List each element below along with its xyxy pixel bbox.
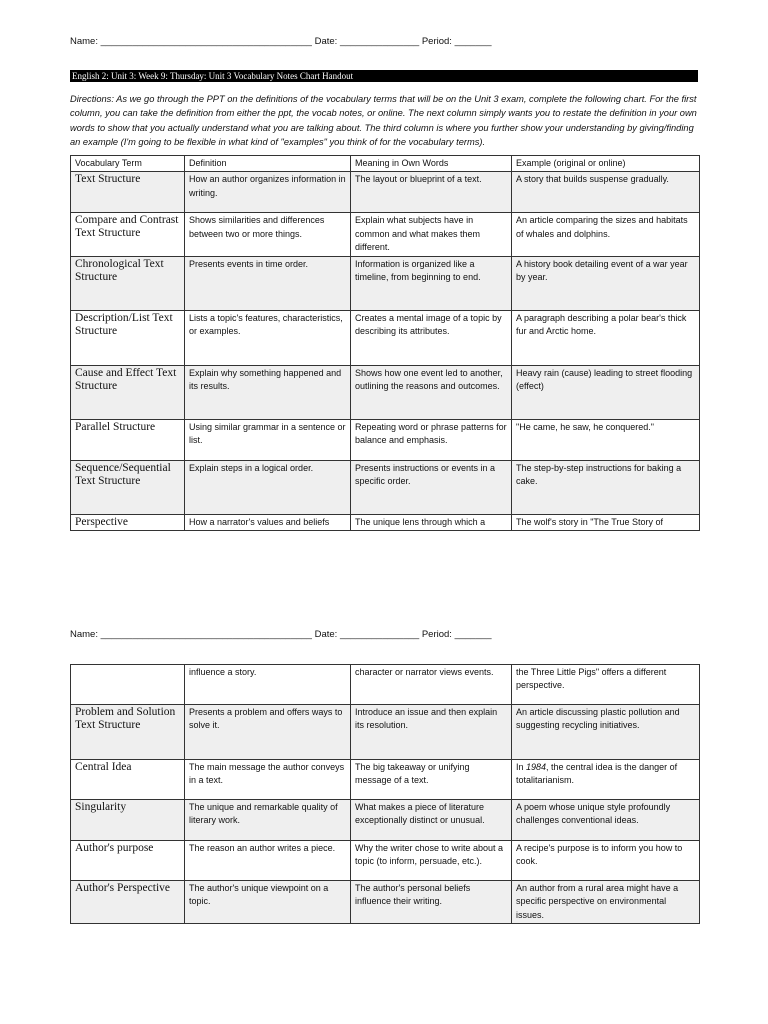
example-cell: A story that builds suspense gradually. [512, 172, 700, 213]
table-row [71, 800, 700, 841]
meaning-cell: Shows how one event led to another, outlining the reasons and outcomes. [351, 365, 512, 419]
example-cell: The step-by-step instructions for baking a cake. [512, 460, 700, 514]
book-title: 1984 [526, 762, 547, 772]
table-row [71, 665, 700, 705]
header-meaning: Meaning in Own Words [351, 156, 512, 172]
table-row [71, 419, 700, 460]
meaning-cell: Why the writer chose to write about a topic (to inform, persuade, etc.). [351, 841, 512, 881]
header-vocabulary-term: Vocabulary Term [71, 156, 185, 172]
vocab-table-page-2 [70, 664, 700, 924]
example-cell: A recipe's purpose is to inform you how to cook. [512, 841, 700, 881]
term-cell: Author's purpose [71, 841, 185, 881]
meaning-cell: The unique lens through which a [351, 514, 512, 530]
handout-title: English 2: Unit 3: Week 9: Thursday: Unit 3 Vocabulary Notes Chart Handout [70, 70, 698, 82]
table-row [71, 760, 700, 800]
meaning-cell: The author's personal beliefs influence their writing. [351, 881, 512, 924]
definition-cell: How a narrator's values and beliefs [185, 514, 351, 530]
example-prefix: In [516, 762, 527, 772]
term-cell: Singularity [71, 800, 185, 841]
example-cell: An article discussing plastic pollution and suggesting recycling initiatives. [512, 705, 700, 760]
term-cell: Sequence/Sequential Text Structure [71, 460, 185, 514]
term-cell: Author's Perspective [71, 881, 185, 924]
meaning-cell: Repeating word or phrase patterns for balance and emphasis. [351, 419, 512, 460]
table-header-row [71, 156, 700, 172]
page-2 [0, 600, 768, 1024]
definition-cell: The main message the author conveys in a text. [185, 760, 351, 800]
definition-cell: Using similar grammar in a sentence or list. [185, 419, 351, 460]
definition-cell: The reason an author writes a piece. [185, 841, 351, 881]
term-cell: Cause and Effect Text Structure [71, 365, 185, 419]
example-cell: The wolf's story in "The True Story of [512, 514, 700, 530]
table-row [71, 213, 700, 256]
term-cell: Chronological Text Structure [71, 256, 185, 310]
meaning-cell: The layout or blueprint of a text. [351, 172, 512, 213]
meaning-cell: What makes a piece of literature exceptionally distinct or unusual. [351, 800, 512, 841]
vocab-table-page-1 [70, 155, 700, 531]
term-cell: Problem and Solution Text Structure [71, 705, 185, 760]
name-date-period-line: Name: ________________________________________ Date: _______________ Period: _______ [70, 629, 492, 640]
header-example: Example (original or online) [512, 156, 700, 172]
definition-cell: Explain steps in a logical order. [185, 460, 351, 514]
name-date-period-line: Name: ________________________________________ Date: _______________ Period: _______ [70, 36, 492, 47]
example-cell: Heavy rain (cause) leading to street flooding (effect) [512, 365, 700, 419]
meaning-cell: Creates a mental image of a topic by describing its attributes. [351, 310, 512, 365]
definition-cell: Explain why something happened and its results. [185, 365, 351, 419]
example-rest: , the central idea is the danger of totalitarianism. [516, 762, 678, 786]
example-cell: "He came, he saw, he conquered." [512, 419, 700, 460]
term-cell: Description/List Text Structure [71, 310, 185, 365]
term-cell: Perspective [71, 514, 185, 530]
header-definition: Definition [185, 156, 351, 172]
table-row [71, 841, 700, 881]
example-cell: An author from a rural area might have a specific perspective on environmental issues. [512, 881, 700, 924]
directions-text: Directions: As we go through the PPT on the definitions of the vocabulary terms that will be on the Unit 3 exam, complete the following chart. For the first column, you can take the definition from either the ppt, the vocab notes, or online. The next column simply wants you to restate the definition in your own words to show that you actually understand what you are talking about. The third column is where you further show your understanding by giving/finding an example (I'm going to be flexible in what kind of "examples" you think of for the vocabulary terms). [70, 94, 697, 148]
table-row [71, 460, 700, 514]
meaning-cell: character or narrator views events. [351, 665, 512, 705]
definition-cell: Presents events in time order. [185, 256, 351, 310]
example-cell: A poem whose unique style profoundly challenges conventional ideas. [512, 800, 700, 841]
meaning-cell: The big takeaway or unifying message of a text. [351, 760, 512, 800]
table-row [71, 881, 700, 924]
example-cell: An article comparing the sizes and habitats of whales and dolphins. [512, 213, 700, 256]
table-row [71, 256, 700, 310]
term-cell [71, 665, 185, 705]
meaning-cell: Presents instructions or events in a specific order. [351, 460, 512, 514]
table-row [71, 172, 700, 213]
definition-cell: The unique and remarkable quality of literary work. [185, 800, 351, 841]
definition-cell: Presents a problem and offers ways to solve it. [185, 705, 351, 760]
definition-cell: Shows similarities and differences between two or more things. [185, 213, 351, 256]
table-row [71, 310, 700, 365]
definition-cell: Lists a topic's features, characteristics, or examples. [185, 310, 351, 365]
meaning-cell: Explain what subjects have in common and what makes them different. [351, 213, 512, 256]
table-row [71, 705, 700, 760]
term-cell: Parallel Structure [71, 419, 185, 460]
term-cell: Central Idea [71, 760, 185, 800]
term-cell: Text Structure [71, 172, 185, 213]
definition-cell: How an author organizes information in writing. [185, 172, 351, 213]
meaning-cell: Information is organized like a timeline, from beginning to end. [351, 256, 512, 310]
example-cell: the Three Little Pigs" offers a different perspective. [512, 665, 700, 705]
meaning-cell: Introduce an issue and then explain its resolution. [351, 705, 512, 760]
definition-cell: The author's unique viewpoint on a topic. [185, 881, 351, 924]
table-row [71, 365, 700, 419]
example-cell: A history book detailing event of a war year by year. [512, 256, 700, 310]
table-row [71, 514, 700, 530]
example-cell: A paragraph describing a polar bear's thick fur and Arctic home. [512, 310, 700, 365]
term-cell: Compare and Contrast Text Structure [71, 213, 185, 256]
definition-cell: influence a story. [185, 665, 351, 705]
example-cell [512, 760, 700, 800]
